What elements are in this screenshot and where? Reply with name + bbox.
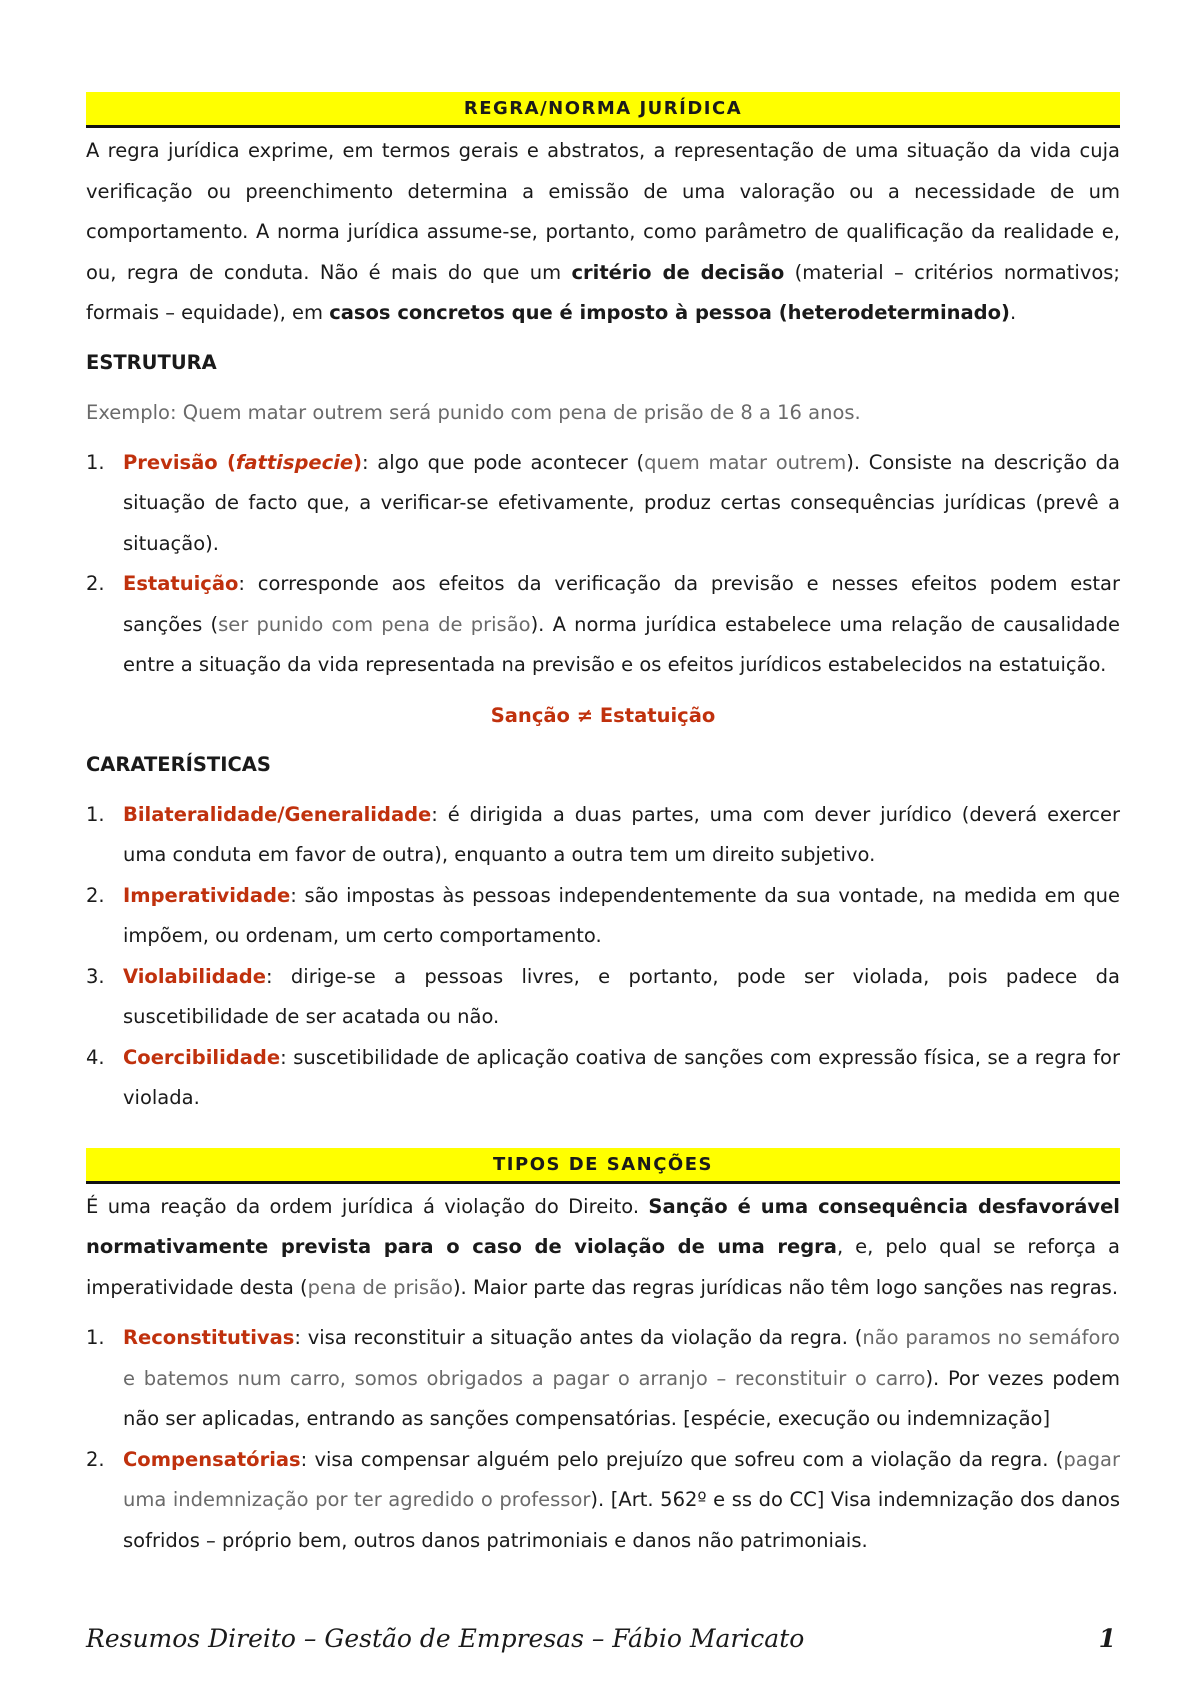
list-item: 3. Violabilidade: dirige-se a pessoas livres, e portanto, pode ser violada, pois padece da suscetibilidade de ser acatada ou não. (86, 964, 1120, 1028)
characteristics-list (86, 795, 1120, 1119)
characteristics-heading: CARATERÍSTICAS (86, 752, 271, 776)
sanctions-intro-paragraph: É uma reação da ordem jurídica á violação do Direito. Sanção é uma consequência desfavorável normativamente prevista para o caso de violação de uma regra, e, pelo qual se reforça a imperatividade desta (pena de prisão). Maior parte das regras jurídicas não têm logo sanções nas regras. (86, 1194, 1120, 1299)
section-title-regra-norma: REGRA/NORMA JURÍDICA (86, 92, 1120, 128)
intro-paragraph: A regra jurídica exprime, em termos gerais e abstratos, a representação de uma situação da vida cuja verificação ou preenchimento determina a emissão de uma valoração ou a necessidade de um comportamento. A norma jurídica assume-se, portanto, como parâmetro de qualificação da realidade e, ou, regra de conduta. Não é mais do que um critério de decisão (material – critérios normativos; formais – equidade), em casos concretos que é imposto à pessoa (heterodeterminado). (86, 139, 1120, 324)
page-number: 1 (1098, 1624, 1116, 1653)
list-item: 1. Reconstitutivas: visa reconstituir a situação antes da violação da regra. (não paramos no semáforo e batemos num carro, somos obrigados a pagar o arranjo – reconstituir o carro). Por vezes podem não ser aplicadas, entrando as sanções compensatórias. [espécie, execução ou indemnização] (86, 1326, 1120, 1430)
list-item: 1. Bilateralidade/Generalidade: é dirigida a duas partes, uma com dever jurídico (deverá exercer uma conduta em favor de outra), enquanto a outra tem um direito subjetivo. (86, 802, 1120, 866)
page-footer (86, 1624, 1120, 1653)
list-item: 2. Compensatórias: visa compensar alguém pelo prejuízo que sofreu com a violação da regra. (pagar uma indemnização por ter agredido o professor). [Art. 562º e ss do CC] Visa indemnização dos danos sofridos – próprio bem, outros danos patrimoniais e danos não patrimoniais. (86, 1447, 1120, 1552)
example-text: Exemplo: Quem matar outrem será punido com pena de prisão de 8 a 16 anos. (86, 400, 861, 424)
list-item: 1. Previsão (fattispecie): algo que pode acontecer (quem matar outrem). Consiste na descrição da situação de facto que, a verificar-se efetivamente, produz certas consequências jurídicas (prevê a situação). (86, 450, 1120, 555)
document-page (86, 92, 1120, 1561)
structure-list (86, 443, 1120, 686)
section-title-tipos-sancoes: TIPOS DE SANÇÕES (86, 1148, 1120, 1184)
list-item: 4. Coercibilidade: suscetibilidade de aplicação coativa de sanções com expressão física, se a regra for violada. (86, 1045, 1120, 1109)
bold-sanction-definition: Sanção é uma consequência desfavorável normativamente prevista para o caso de violação de uma regra (86, 1194, 1120, 1258)
sanctions-list (86, 1318, 1120, 1561)
list-item: 2. Imperatividade: são impostas às pessoas independentemente da sua vontade, na medida em que impõem, ou ordenam, um certo comportamento. (86, 883, 1120, 947)
bold-casos-concretos: casos concretos que é imposto à pessoa (heterodeterminado) (329, 301, 1010, 324)
sanction-note: Sanção ≠ Estatuição (490, 703, 716, 727)
bold-criterio-decisao: critério de decisão (571, 260, 785, 284)
footer-text: Resumos Direito – Gestão de Empresas – Fábio Maricato (86, 1624, 805, 1653)
structure-heading: ESTRUTURA (86, 350, 217, 374)
list-item: 2. Estatuição: corresponde aos efeitos da verificação da previsão e nesses efeitos podem estar sanções (ser punido com pena de prisão). A norma jurídica estabelece uma relação de causalidade entre a situação da vida representada na previsão e os efeitos jurídicos estabelecidos na estatuição. (86, 572, 1120, 676)
